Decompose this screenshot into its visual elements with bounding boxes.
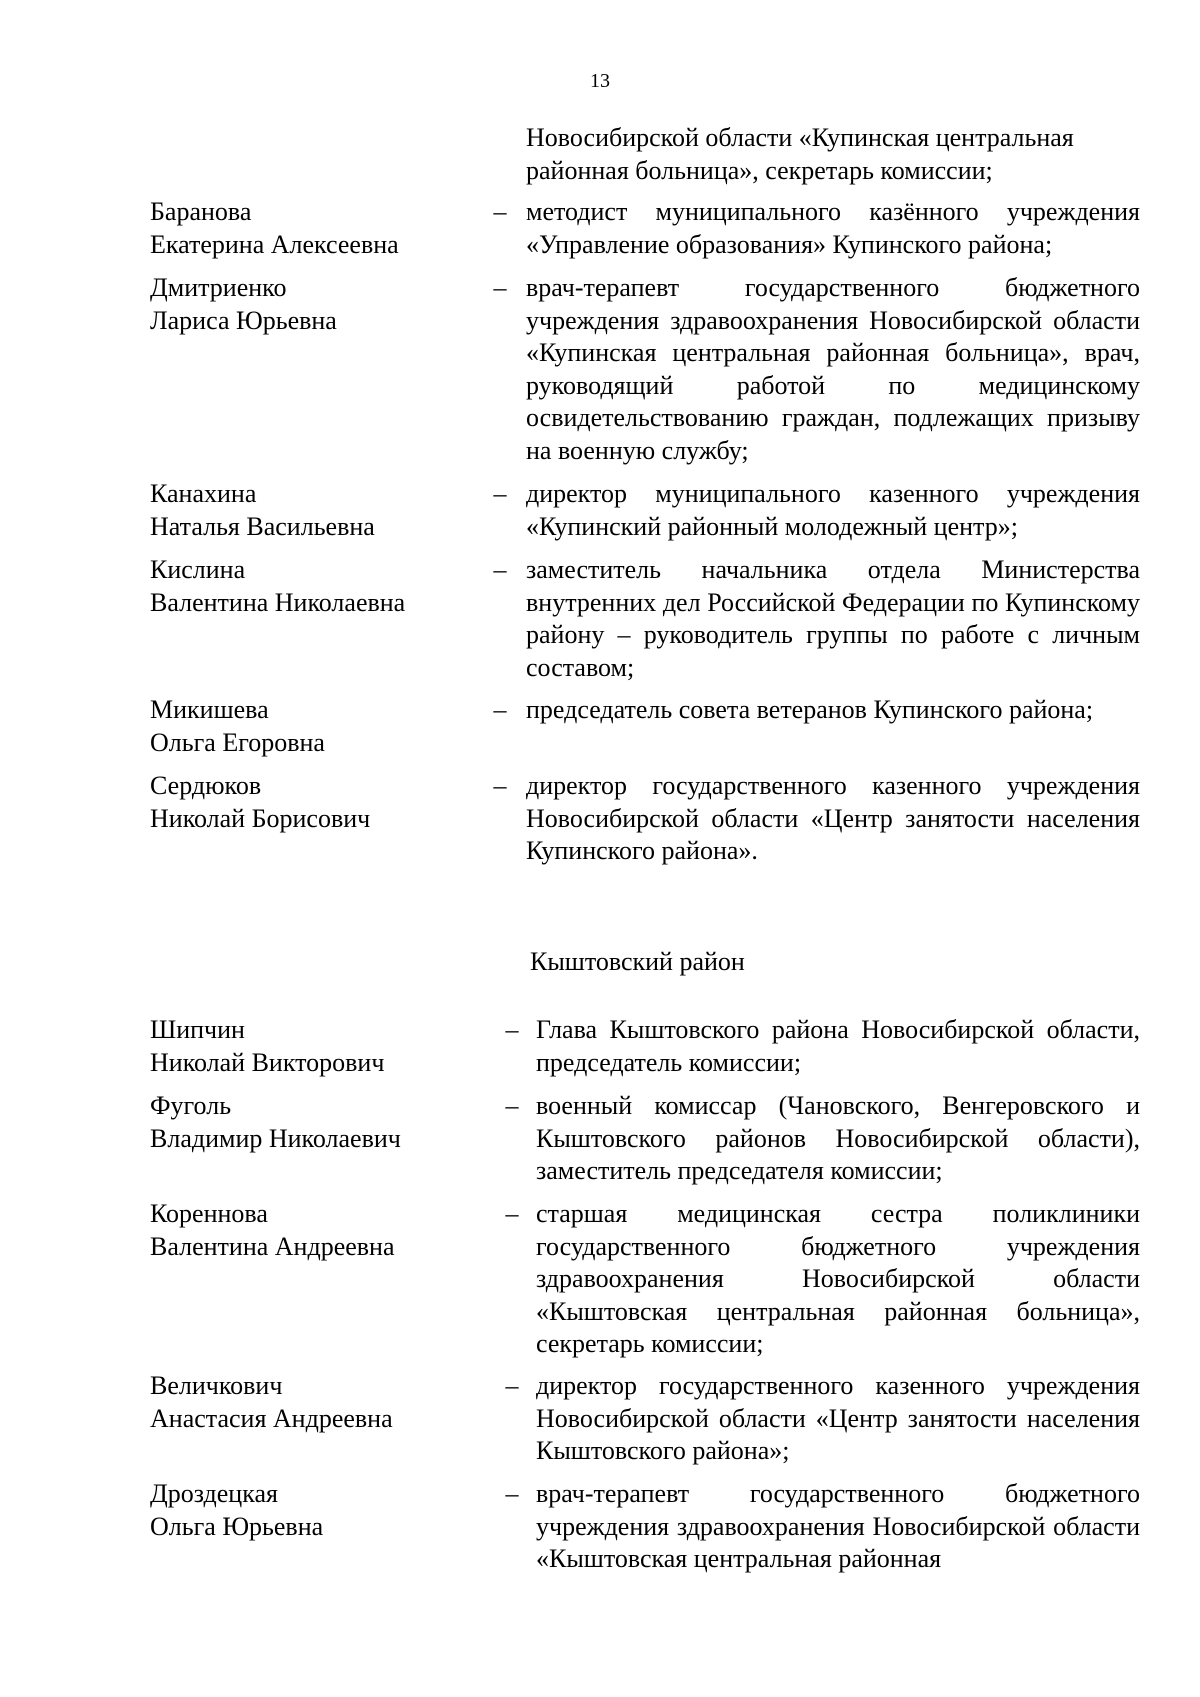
member-given-names: Лариса Юрьевна — [150, 305, 337, 335]
dash-separator: – — [505, 1091, 519, 1120]
member-given-names: Николай Викторович — [150, 1047, 385, 1077]
member-description: врач-терапевт государственного бюджетного учреждения здравоохранения Новосибирской области «Кыштовская центральная районная — [536, 1479, 1140, 1573]
dash-separator: – — [505, 1371, 519, 1400]
member-given-names: Анастасия Андреевна — [150, 1403, 393, 1433]
member-given-names: Ольга Юрьевна — [150, 1511, 324, 1541]
dash-separator: – — [493, 479, 507, 508]
member-given-names: Николай Борисович — [150, 803, 371, 833]
member-given-names: Владимир Николаевич — [150, 1123, 401, 1153]
member-name — [150, 1014, 470, 1079]
member-surname: Дроздецкая — [150, 1479, 278, 1508]
member-given-names: Валентина Николаевна — [150, 587, 406, 617]
dash-separator: – — [505, 1199, 519, 1228]
member-name — [150, 1478, 470, 1543]
dash-separator: – — [505, 1015, 519, 1044]
dash-separator: – — [505, 1479, 519, 1508]
member-surname: Фуголь — [150, 1091, 232, 1120]
dash-separator: – — [493, 273, 507, 302]
member-surname: Канахина — [150, 479, 257, 508]
member-name — [150, 196, 470, 261]
member-name — [150, 694, 470, 759]
member-description: старшая медицинская сестра поликлиники государственного бюджетного учреждения здравоохранения Новосибирской области «Кыштовская центральная районная больница», секретарь комиссии; — [536, 1199, 1140, 1358]
member-description: директор государственного казенного учреждения Новосибирской области «Центр занятости населения Купинского района». — [526, 771, 1140, 865]
member-given-names: Екатерина Алексеевна — [150, 229, 399, 259]
member-name — [150, 770, 470, 835]
dash-separator: – — [493, 771, 507, 800]
member-description: врач-терапевт государственного бюджетного учреждения здравоохранения Новосибирской области «Купинская центральная районная больница», врач, руководящий работой по медицинскому освидетельствованию граждан, подлежащих призыву на военную службу; — [526, 273, 1140, 465]
member-description: директор государственного казенного учреждения Новосибирской области «Центр занятости населения Кыштовского района»; — [536, 1371, 1140, 1465]
member-surname: Дмитриенко — [150, 273, 287, 302]
member-surname: Баранова — [150, 197, 252, 226]
page-number: 13 — [590, 70, 610, 92]
member-given-names: Наталья Васильевна — [150, 511, 375, 541]
member-surname: Кислина — [150, 555, 246, 584]
member-surname: Сердюков — [150, 771, 262, 800]
member-description: методист муниципального казённого учреждения «Управление образования» Купинского района; — [526, 197, 1140, 259]
member-name — [150, 1198, 470, 1263]
dash-separator: – — [493, 695, 507, 724]
member-surname: Микишева — [150, 695, 269, 724]
member-given-names: Валентина Андреевна — [150, 1231, 395, 1261]
member-description: председатель совета ветеранов Купинского района; — [526, 695, 1094, 724]
member-surname: Шипчин — [150, 1015, 245, 1044]
member-description: заместитель начальника отдела Министерства внутренних дел Российской Федерации по Купинскому району – руководитель группы по работе с личным составом; — [526, 555, 1140, 682]
dash-separator: – — [493, 555, 507, 584]
member-name — [150, 478, 470, 543]
member-surname: Величкович — [150, 1371, 283, 1400]
member-description: директор муниципального казенного учреждения «Купинский районный молодежный центр»; — [526, 479, 1140, 541]
member-name — [150, 1370, 470, 1435]
member-description: военный комиссар (Чановского, Венгеровского и Кыштовского районов Новосибирской области), заместитель председателя комиссии; — [536, 1091, 1140, 1185]
member-given-names: Ольга Егоровна — [150, 727, 325, 757]
section-heading-kyshtovsky: Кыштовский район — [530, 947, 745, 976]
member-name — [150, 272, 470, 337]
dash-separator: – — [493, 197, 507, 226]
member-name — [150, 1090, 470, 1155]
member-surname: Кореннова — [150, 1199, 268, 1228]
member-description: Глава Кыштовского района Новосибирской области, председатель комиссии; — [536, 1015, 1140, 1077]
continuation-text: Новосибирской области «Купинская центральная районная больница», секретарь комиссии; — [526, 123, 1074, 185]
member-name — [150, 554, 470, 619]
